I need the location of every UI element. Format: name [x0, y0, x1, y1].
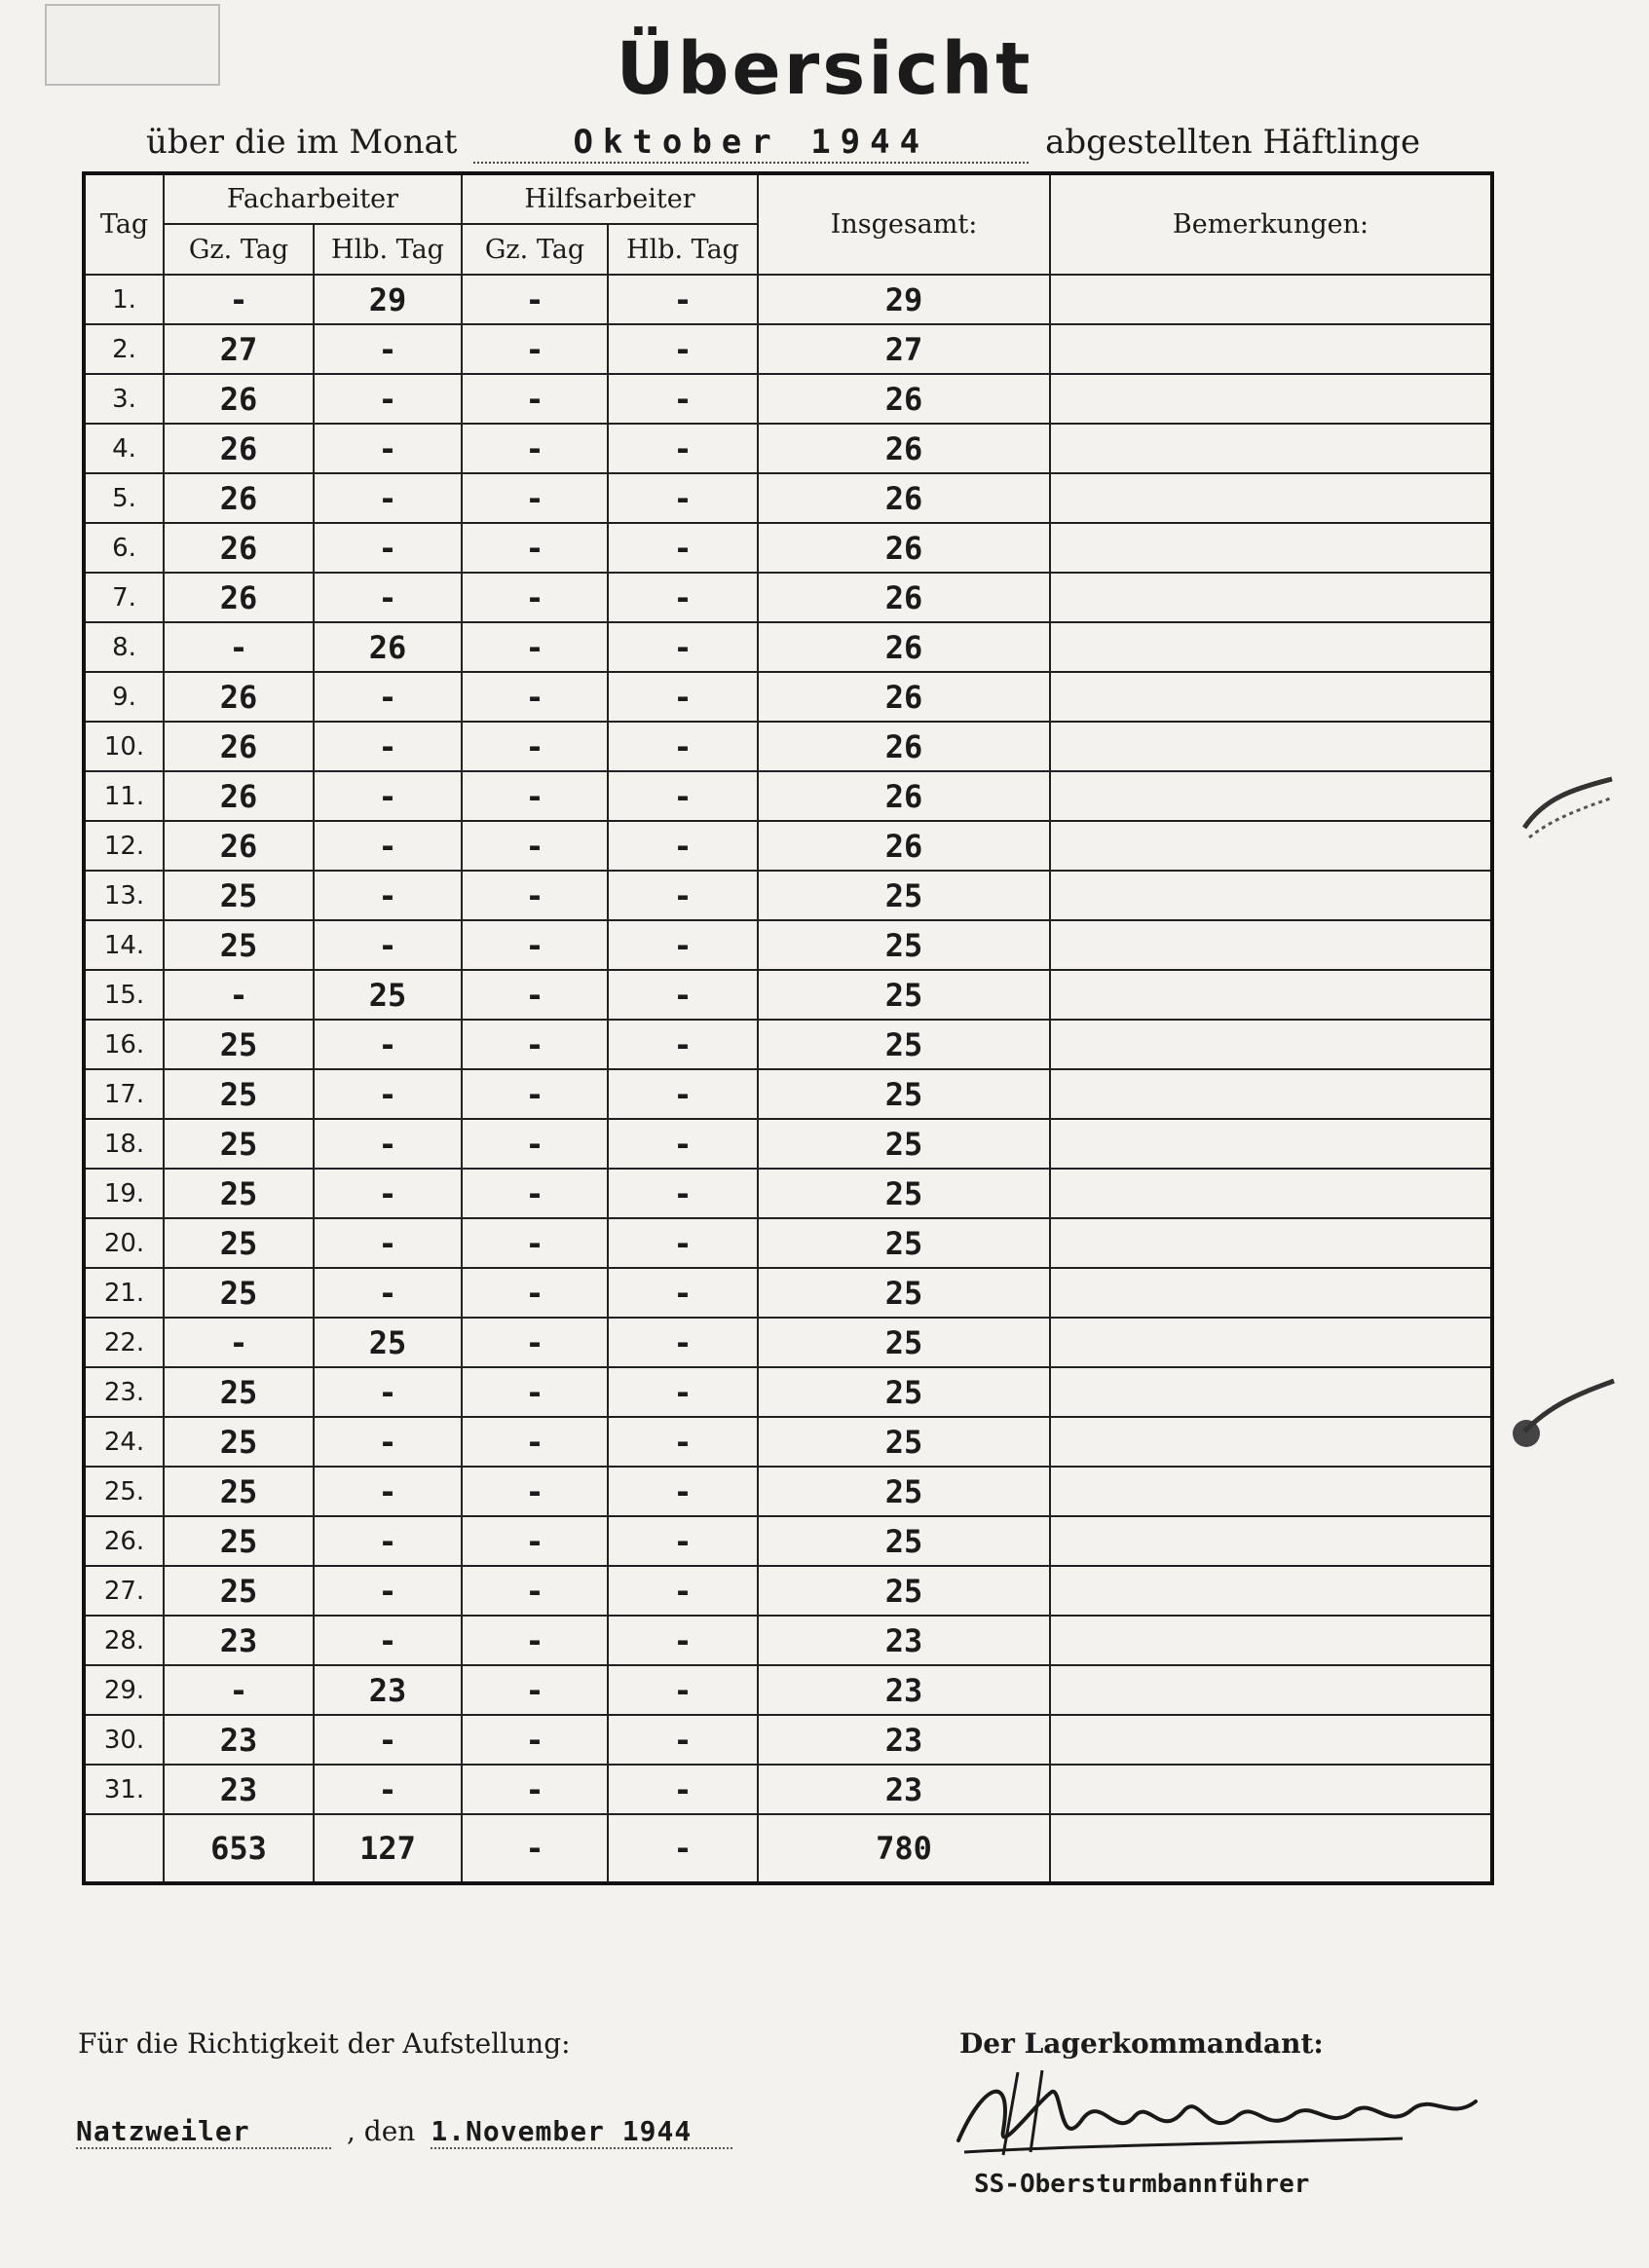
- insgesamt-cell: 26: [758, 722, 1050, 771]
- hilfs-hlb-cell: -: [608, 1268, 758, 1318]
- fach-hlb-cell: 25: [314, 970, 462, 1020]
- bemerkungen-cell: [1050, 920, 1492, 970]
- hilfs-gz-cell: -: [462, 1467, 608, 1516]
- hilfs-hlb-cell: -: [608, 871, 758, 920]
- hilfs-hlb-cell: -: [608, 324, 758, 374]
- insgesamt-cell: 25: [758, 1367, 1050, 1417]
- fach-gz-cell: -: [164, 1665, 314, 1715]
- day-cell: 15.: [84, 970, 164, 1020]
- total-fach-hlb: 127: [314, 1814, 462, 1883]
- fach-hlb-cell: -: [314, 424, 462, 473]
- hilfs-hlb-cell: -: [608, 1566, 758, 1616]
- hilfs-gz-cell: -: [462, 1566, 608, 1616]
- fach-hlb-cell: -: [314, 1616, 462, 1665]
- hilfs-gz-cell: -: [462, 1268, 608, 1318]
- hilfs-gz-cell: -: [462, 573, 608, 622]
- fach-hlb-cell: -: [314, 1417, 462, 1467]
- table-row: [84, 523, 1492, 573]
- insgesamt-cell: 26: [758, 473, 1050, 523]
- fach-hlb-cell: -: [314, 1516, 462, 1566]
- bemerkungen-cell: [1050, 722, 1492, 771]
- table-row: [84, 920, 1492, 970]
- day-cell: 5.: [84, 473, 164, 523]
- hilfs-gz-cell: -: [462, 424, 608, 473]
- insgesamt-cell: 25: [758, 1417, 1050, 1467]
- fach-hlb-cell: -: [314, 771, 462, 821]
- bemerkungen-cell: [1050, 1417, 1492, 1467]
- header-tag: Tag: [84, 173, 164, 275]
- day-cell: 21.: [84, 1268, 164, 1318]
- hilfs-gz-cell: -: [462, 1715, 608, 1765]
- day-cell: 24.: [84, 1417, 164, 1467]
- fach-gz-cell: 23: [164, 1765, 314, 1814]
- fach-gz-cell: -: [164, 970, 314, 1020]
- insgesamt-cell: 25: [758, 970, 1050, 1020]
- staple-mark-bottom: [1505, 1363, 1622, 1470]
- bemerkungen-cell: [1050, 1616, 1492, 1665]
- table-row: [84, 672, 1492, 722]
- header-facharbeiter: Facharbeiter: [164, 173, 462, 224]
- bemerkungen-cell: [1050, 871, 1492, 920]
- day-cell: 10.: [84, 722, 164, 771]
- header-hilfs-hlb: Hlb. Tag: [608, 224, 758, 275]
- day-cell: 14.: [84, 920, 164, 970]
- fach-gz-cell: 27: [164, 324, 314, 374]
- handwritten-signature: [945, 2063, 1490, 2170]
- fach-gz-cell: 25: [164, 1020, 314, 1069]
- bemerkungen-cell: [1050, 821, 1492, 871]
- fach-gz-cell: 25: [164, 920, 314, 970]
- fach-gz-cell: 26: [164, 473, 314, 523]
- subtitle-prefix: über die im Monat: [146, 123, 458, 162]
- insgesamt-cell: 27: [758, 324, 1050, 374]
- hilfs-gz-cell: -: [462, 920, 608, 970]
- hilfs-gz-cell: -: [462, 1616, 608, 1665]
- table-row: [84, 1268, 1492, 1318]
- bemerkungen-cell: [1050, 771, 1492, 821]
- hilfs-gz-cell: -: [462, 374, 608, 424]
- hilfs-hlb-cell: -: [608, 970, 758, 1020]
- fach-gz-cell: 23: [164, 1715, 314, 1765]
- hilfs-hlb-cell: -: [608, 523, 758, 573]
- day-cell: 11.: [84, 771, 164, 821]
- hilfs-gz-cell: -: [462, 1765, 608, 1814]
- fach-gz-cell: 26: [164, 374, 314, 424]
- day-cell: 6.: [84, 523, 164, 573]
- insgesamt-cell: 23: [758, 1765, 1050, 1814]
- fach-gz-cell: 25: [164, 1566, 314, 1616]
- hilfs-gz-cell: -: [462, 871, 608, 920]
- fach-hlb-cell: -: [314, 871, 462, 920]
- insgesamt-cell: 26: [758, 424, 1050, 473]
- hilfs-gz-cell: -: [462, 1665, 608, 1715]
- bemerkungen-cell: [1050, 324, 1492, 374]
- fach-gz-cell: 26: [164, 672, 314, 722]
- fach-hlb-cell: -: [314, 1268, 462, 1318]
- subtitle-suffix: abgestellten Häftlinge: [1045, 123, 1421, 162]
- fach-gz-cell: 25: [164, 1069, 314, 1119]
- day-cell: 17.: [84, 1069, 164, 1119]
- fach-gz-cell: -: [164, 275, 314, 324]
- day-cell: 27.: [84, 1566, 164, 1616]
- table-row: [84, 424, 1492, 473]
- fach-gz-cell: 25: [164, 1367, 314, 1417]
- fach-hlb-cell: -: [314, 1467, 462, 1516]
- fach-hlb-cell: -: [314, 1715, 462, 1765]
- bemerkungen-cell: [1050, 1715, 1492, 1765]
- day-cell: 20.: [84, 1218, 164, 1268]
- hilfs-hlb-cell: -: [608, 1665, 758, 1715]
- insgesamt-cell: 23: [758, 1665, 1050, 1715]
- fach-hlb-cell: -: [314, 1119, 462, 1169]
- hilfs-gz-cell: -: [462, 1069, 608, 1119]
- hilfs-gz-cell: -: [462, 523, 608, 573]
- fach-gz-cell: 25: [164, 1467, 314, 1516]
- bemerkungen-cell: [1050, 672, 1492, 722]
- document-title: Übersicht: [616, 27, 1033, 111]
- hilfs-gz-cell: -: [462, 722, 608, 771]
- prisoner-table: [82, 171, 1494, 1885]
- hilfs-hlb-cell: -: [608, 473, 758, 523]
- hilfs-hlb-cell: -: [608, 1367, 758, 1417]
- hilfs-hlb-cell: -: [608, 1616, 758, 1665]
- hilfs-gz-cell: -: [462, 275, 608, 324]
- fach-hlb-cell: -: [314, 324, 462, 374]
- day-cell: 25.: [84, 1467, 164, 1516]
- totals-label: [84, 1814, 164, 1883]
- fach-gz-cell: 26: [164, 771, 314, 821]
- day-cell: 9.: [84, 672, 164, 722]
- header-hilfsarbeiter: Hilfsarbeiter: [462, 173, 758, 224]
- certification-label: Für die Richtigkeit der Aufstellung:: [78, 2027, 571, 2060]
- insgesamt-cell: 29: [758, 275, 1050, 324]
- document-subtitle: [146, 123, 1442, 164]
- insgesamt-cell: 26: [758, 821, 1050, 871]
- bemerkungen-cell: [1050, 1665, 1492, 1715]
- day-cell: 28.: [84, 1616, 164, 1665]
- day-cell: 29.: [84, 1665, 164, 1715]
- bemerkungen-cell: [1050, 1020, 1492, 1069]
- fach-gz-cell: 25: [164, 1218, 314, 1268]
- hilfs-gz-cell: -: [462, 324, 608, 374]
- fach-hlb-cell: -: [314, 473, 462, 523]
- fach-gz-cell: 25: [164, 1268, 314, 1318]
- fach-hlb-cell: -: [314, 1367, 462, 1417]
- insgesamt-cell: 23: [758, 1616, 1050, 1665]
- fach-hlb-cell: -: [314, 1566, 462, 1616]
- table-row: [84, 1616, 1492, 1665]
- insgesamt-cell: 25: [758, 1169, 1050, 1218]
- table-row: [84, 1318, 1492, 1367]
- insgesamt-cell: 26: [758, 622, 1050, 672]
- insgesamt-cell: 26: [758, 573, 1050, 622]
- table-row: [84, 1516, 1492, 1566]
- hilfs-hlb-cell: -: [608, 920, 758, 970]
- insgesamt-cell: 26: [758, 374, 1050, 424]
- insgesamt-cell: 25: [758, 1467, 1050, 1516]
- fach-gz-cell: -: [164, 1318, 314, 1367]
- fach-hlb-cell: -: [314, 722, 462, 771]
- bemerkungen-cell: [1050, 573, 1492, 622]
- hilfs-hlb-cell: -: [608, 275, 758, 324]
- totals-row: [84, 1814, 1492, 1883]
- table-row: [84, 970, 1492, 1020]
- fach-hlb-cell: -: [314, 1765, 462, 1814]
- total-bemerkungen: [1050, 1814, 1492, 1883]
- day-cell: 12.: [84, 821, 164, 871]
- place-field: Natzweiler: [76, 2115, 331, 2149]
- table-row: [84, 722, 1492, 771]
- day-cell: 23.: [84, 1367, 164, 1417]
- insgesamt-cell: 25: [758, 1218, 1050, 1268]
- fach-gz-cell: 23: [164, 1616, 314, 1665]
- insgesamt-cell: 26: [758, 523, 1050, 573]
- fach-hlb-cell: 29: [314, 275, 462, 324]
- insgesamt-cell: 26: [758, 672, 1050, 722]
- bemerkungen-cell: [1050, 970, 1492, 1020]
- table-row: [84, 1715, 1492, 1765]
- fach-gz-cell: 26: [164, 821, 314, 871]
- header-hilfs-gz: Gz. Tag: [462, 224, 608, 275]
- hilfs-gz-cell: -: [462, 622, 608, 672]
- month-field: Oktober 1944: [473, 123, 1029, 164]
- fach-hlb-cell: -: [314, 1069, 462, 1119]
- day-cell: 4.: [84, 424, 164, 473]
- fach-gz-cell: 26: [164, 424, 314, 473]
- hilfs-gz-cell: -: [462, 473, 608, 523]
- fach-gz-cell: 25: [164, 1417, 314, 1467]
- hilfs-gz-cell: -: [462, 1169, 608, 1218]
- fach-hlb-cell: -: [314, 573, 462, 622]
- hilfs-hlb-cell: -: [608, 424, 758, 473]
- hilfs-hlb-cell: -: [608, 573, 758, 622]
- fach-hlb-cell: -: [314, 672, 462, 722]
- table-row: [84, 473, 1492, 523]
- fach-gz-cell: 26: [164, 523, 314, 573]
- table-row: [84, 771, 1492, 821]
- day-cell: 13.: [84, 871, 164, 920]
- header-insgesamt: Insgesamt:: [758, 173, 1050, 275]
- bemerkungen-cell: [1050, 1119, 1492, 1169]
- hilfs-hlb-cell: -: [608, 1516, 758, 1566]
- fach-gz-cell: 26: [164, 573, 314, 622]
- hilfs-hlb-cell: -: [608, 1020, 758, 1069]
- bemerkungen-cell: [1050, 622, 1492, 672]
- staple-mark-top: [1515, 769, 1622, 857]
- hilfs-hlb-cell: -: [608, 771, 758, 821]
- table-row: [84, 573, 1492, 622]
- insgesamt-cell: 25: [758, 1020, 1050, 1069]
- insgesamt-cell: 25: [758, 1268, 1050, 1318]
- bemerkungen-cell: [1050, 1516, 1492, 1566]
- hilfs-gz-cell: -: [462, 771, 608, 821]
- hilfs-gz-cell: -: [462, 1318, 608, 1367]
- place-date-line: [76, 2115, 732, 2149]
- commander-label: Der Lagerkommandant:: [959, 2027, 1324, 2060]
- hilfs-hlb-cell: -: [608, 1467, 758, 1516]
- table-row: [84, 1218, 1492, 1268]
- hilfs-hlb-cell: -: [608, 1069, 758, 1119]
- fach-gz-cell: -: [164, 622, 314, 672]
- hilfs-hlb-cell: -: [608, 1417, 758, 1467]
- fach-hlb-cell: -: [314, 1169, 462, 1218]
- hilfs-gz-cell: -: [462, 970, 608, 1020]
- insgesamt-cell: 25: [758, 871, 1050, 920]
- day-cell: 3.: [84, 374, 164, 424]
- den-label: , den: [347, 2115, 416, 2147]
- bemerkungen-cell: [1050, 1169, 1492, 1218]
- hilfs-gz-cell: -: [462, 1020, 608, 1069]
- bemerkungen-cell: [1050, 1467, 1492, 1516]
- insgesamt-cell: 25: [758, 1069, 1050, 1119]
- fach-gz-cell: 25: [164, 1119, 314, 1169]
- day-cell: 26.: [84, 1516, 164, 1566]
- hilfs-gz-cell: -: [462, 672, 608, 722]
- hilfs-gz-cell: -: [462, 821, 608, 871]
- hilfs-gz-cell: -: [462, 1119, 608, 1169]
- day-cell: 2.: [84, 324, 164, 374]
- rank-line: SS-Obersturmbannführer: [974, 2170, 1310, 2199]
- table-row: [84, 1069, 1492, 1119]
- hilfs-hlb-cell: -: [608, 722, 758, 771]
- fach-hlb-cell: -: [314, 1020, 462, 1069]
- fach-hlb-cell: 23: [314, 1665, 462, 1715]
- bemerkungen-cell: [1050, 473, 1492, 523]
- day-cell: 31.: [84, 1765, 164, 1814]
- insgesamt-cell: 25: [758, 1119, 1050, 1169]
- table-row: [84, 1367, 1492, 1417]
- day-cell: 7.: [84, 573, 164, 622]
- day-cell: 16.: [84, 1020, 164, 1069]
- hilfs-hlb-cell: -: [608, 672, 758, 722]
- fach-gz-cell: 26: [164, 722, 314, 771]
- table-row: [84, 1765, 1492, 1814]
- bemerkungen-cell: [1050, 1318, 1492, 1367]
- table-row: [84, 821, 1492, 871]
- hilfs-gz-cell: -: [462, 1516, 608, 1566]
- bemerkungen-cell: [1050, 1765, 1492, 1814]
- hilfs-hlb-cell: -: [608, 1765, 758, 1814]
- day-cell: 19.: [84, 1169, 164, 1218]
- bemerkungen-cell: [1050, 374, 1492, 424]
- table-row: [84, 1169, 1492, 1218]
- fach-hlb-cell: -: [314, 920, 462, 970]
- hilfs-hlb-cell: -: [608, 1119, 758, 1169]
- bemerkungen-cell: [1050, 275, 1492, 324]
- total-fach-gz: 653: [164, 1814, 314, 1883]
- insgesamt-cell: 26: [758, 771, 1050, 821]
- day-cell: 1.: [84, 275, 164, 324]
- fach-hlb-cell: 26: [314, 622, 462, 672]
- table-body: [84, 275, 1492, 1814]
- header-bemerkungen: Bemerkungen:: [1050, 173, 1492, 275]
- header-fach-hlb: Hlb. Tag: [314, 224, 462, 275]
- insgesamt-cell: 25: [758, 1516, 1050, 1566]
- bemerkungen-cell: [1050, 1268, 1492, 1318]
- day-cell: 18.: [84, 1119, 164, 1169]
- bemerkungen-cell: [1050, 1218, 1492, 1268]
- fach-hlb-cell: 25: [314, 1318, 462, 1367]
- table-row: [84, 275, 1492, 324]
- day-cell: 22.: [84, 1318, 164, 1367]
- header-fach-gz: Gz. Tag: [164, 224, 314, 275]
- total-hilfs-gz: -: [462, 1814, 608, 1883]
- hilfs-gz-cell: -: [462, 1367, 608, 1417]
- table-row: [84, 1665, 1492, 1715]
- table-row: [84, 1566, 1492, 1616]
- fach-gz-cell: 25: [164, 871, 314, 920]
- hilfs-hlb-cell: -: [608, 821, 758, 871]
- fach-hlb-cell: -: [314, 523, 462, 573]
- day-cell: 8.: [84, 622, 164, 672]
- bemerkungen-cell: [1050, 1566, 1492, 1616]
- fach-hlb-cell: -: [314, 1218, 462, 1268]
- day-cell: 30.: [84, 1715, 164, 1765]
- bemerkungen-cell: [1050, 424, 1492, 473]
- fach-gz-cell: 25: [164, 1169, 314, 1218]
- hilfs-hlb-cell: -: [608, 1318, 758, 1367]
- insgesamt-cell: 25: [758, 1566, 1050, 1616]
- insgesamt-cell: 23: [758, 1715, 1050, 1765]
- hilfs-hlb-cell: -: [608, 1218, 758, 1268]
- table-row: [84, 871, 1492, 920]
- total-hilfs-hlb: -: [608, 1814, 758, 1883]
- fach-hlb-cell: -: [314, 374, 462, 424]
- hilfs-gz-cell: -: [462, 1417, 608, 1467]
- bemerkungen-cell: [1050, 523, 1492, 573]
- hilfs-hlb-cell: -: [608, 622, 758, 672]
- table-row: [84, 622, 1492, 672]
- total-insgesamt: 780: [758, 1814, 1050, 1883]
- bemerkungen-cell: [1050, 1069, 1492, 1119]
- table-row: [84, 1020, 1492, 1069]
- table-row: [84, 374, 1492, 424]
- table-row: [84, 1467, 1492, 1516]
- hilfs-gz-cell: -: [462, 1218, 608, 1268]
- table-row: [84, 324, 1492, 374]
- fach-hlb-cell: -: [314, 821, 462, 871]
- insgesamt-cell: 25: [758, 920, 1050, 970]
- hilfs-hlb-cell: -: [608, 1715, 758, 1765]
- insgesamt-cell: 25: [758, 1318, 1050, 1367]
- bemerkungen-cell: [1050, 1367, 1492, 1417]
- fach-gz-cell: 25: [164, 1516, 314, 1566]
- hilfs-hlb-cell: -: [608, 374, 758, 424]
- hilfs-hlb-cell: -: [608, 1169, 758, 1218]
- date-field: 1.November 1944: [431, 2115, 732, 2149]
- table-row: [84, 1417, 1492, 1467]
- table-row: [84, 1119, 1492, 1169]
